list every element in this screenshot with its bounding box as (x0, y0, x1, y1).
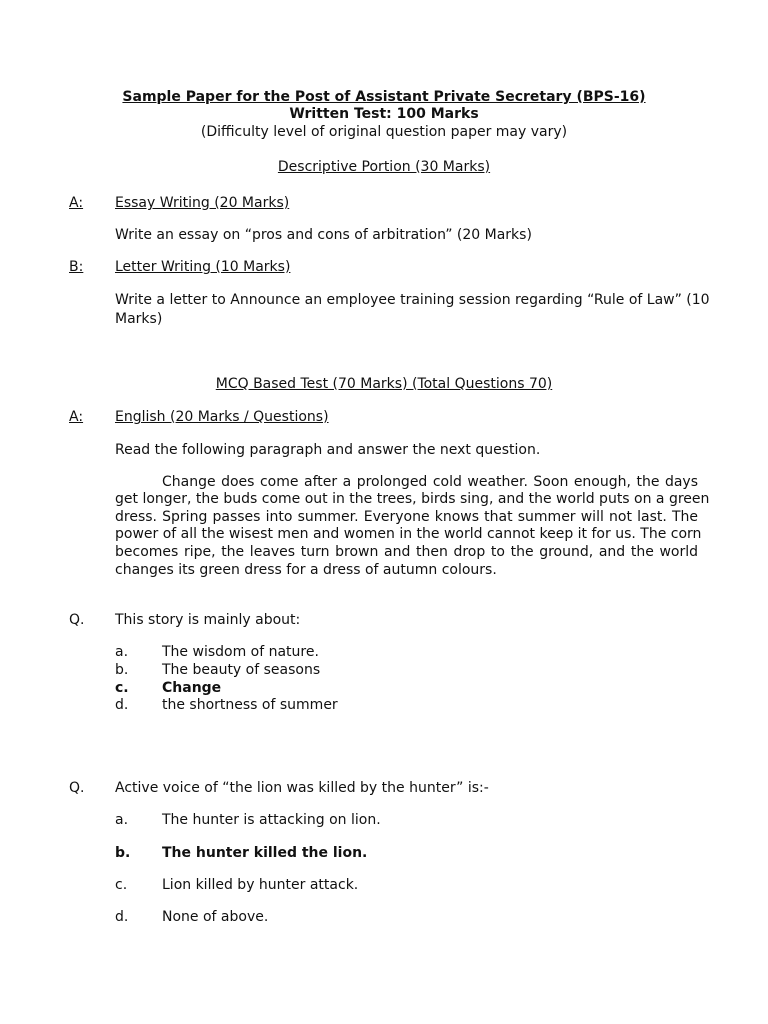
option-text: Lion killed by hunter attack. (162, 877, 359, 893)
paper-note: (Difficulty level of original question paper may vary) (200, 124, 568, 140)
option-letter-correct: b. (115, 845, 131, 861)
option-text-correct: The hunter killed the lion. (162, 845, 368, 861)
option-text: The beauty of seasons (162, 662, 321, 678)
paragraph-line: power of all the wisest men and women in the world cannot keep it for us. The corn (115, 526, 702, 542)
descriptive-heading-text: Descriptive Portion (30 Marks) (277, 159, 491, 175)
question-text: Active voice of “the lion was killed by the hunter” is:- (115, 780, 489, 796)
descriptive-heading (0, 158, 768, 176)
english-section-title: English (20 Marks / Questions) (115, 409, 329, 425)
section-a-label: A: (69, 195, 84, 211)
question-label: Q. (69, 780, 85, 796)
section-b-label: B: (69, 259, 84, 275)
question-label: Q. (69, 612, 85, 628)
essay-task: Write an essay on “pros and cons of arbitration” (20 Marks) (115, 227, 532, 243)
option-letter: d. (115, 909, 129, 925)
mcq-heading-text: MCQ Based Test (70 Marks) (Total Questions 70) (215, 376, 553, 392)
paragraph-line: dress. Spring passes into summer. Everyone knows that summer will not last. The (115, 509, 698, 525)
option-text: The hunter is attacking on lion. (162, 812, 381, 828)
option-text: None of above. (162, 909, 269, 925)
option-letter: a. (115, 812, 129, 828)
paragraph-line: Change does come after a prolonged cold weather. Soon enough, the days (162, 474, 698, 490)
reading-instruction: Read the following paragraph and answer the next question. (115, 442, 541, 458)
option-letter: b. (115, 662, 129, 678)
option-text: the shortness of summer (162, 697, 338, 713)
question-text: This story is mainly about: (115, 612, 301, 628)
option-text: The wisdom of nature. (162, 644, 319, 660)
option-letter-correct: c. (115, 680, 129, 696)
paragraph-line: get longer, the buds come out in the trees, birds sing, and the world puts on a green (115, 491, 710, 507)
option-letter: c. (115, 877, 128, 893)
mcq-heading (0, 375, 768, 393)
essay-writing-title: Essay Writing (20 Marks) (115, 195, 290, 211)
letter-writing-title: Letter Writing (10 Marks) (115, 259, 291, 275)
option-text-correct: Change (162, 680, 222, 696)
option-letter: d. (115, 697, 129, 713)
letter-task-line2: Marks) (115, 311, 163, 327)
english-section-label: A: (69, 409, 84, 425)
option-letter: a. (115, 644, 129, 660)
paper-title: Sample Paper for the Post of Assistant Private Secretary (BPS-16) (122, 89, 646, 105)
paragraph-line: changes its green dress for a dress of autumn colours. (115, 562, 497, 578)
paragraph-line: becomes ripe, the leaves turn brown and then drop to the ground, and the world (115, 544, 698, 560)
paper-subtitle: Written Test: 100 Marks (289, 106, 479, 122)
letter-task-line1: Write a letter to Announce an employee training session regarding “Rule of Law” (10 (115, 292, 710, 308)
